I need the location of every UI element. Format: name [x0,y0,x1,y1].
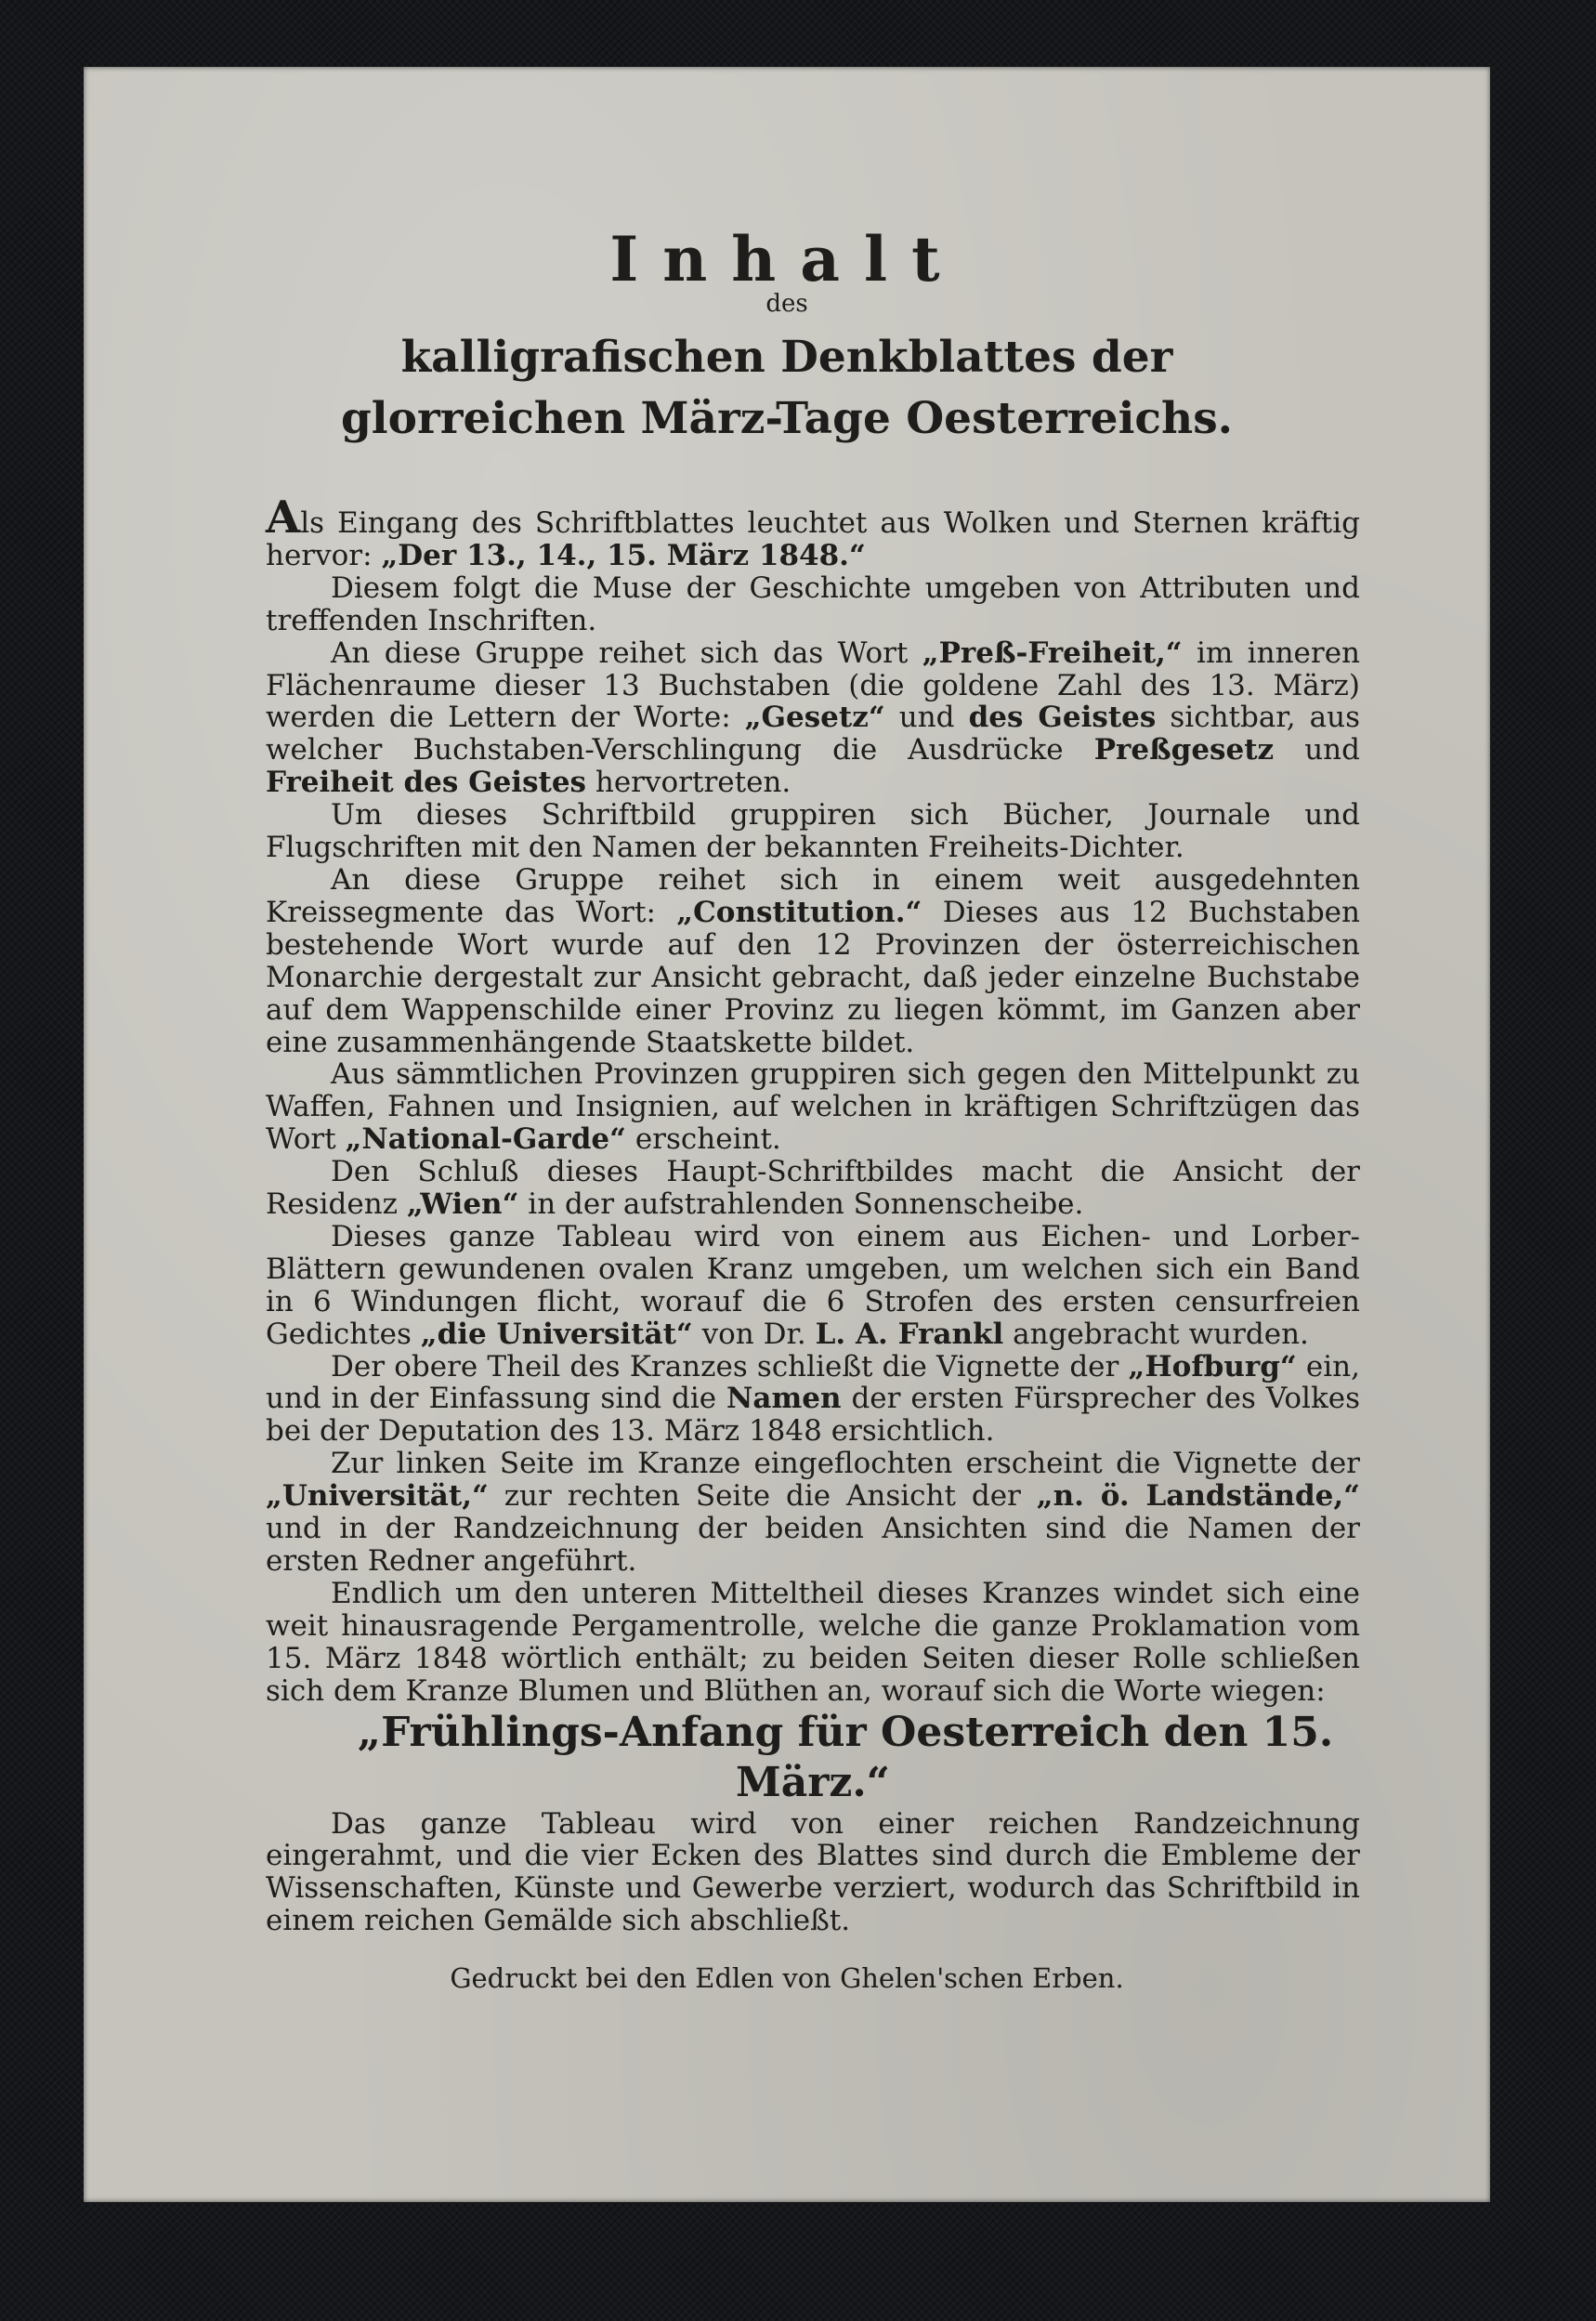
paragraph-1 [266,492,1360,572]
p7-wien: „Wien“ [406,1187,519,1222]
paragraph-11: Endlich um den unteren Mitteltheil dieses Kranzes windet sich eine weit hinausragende Pergamentrolle, welche die ganze Proklamation vom 15. März 1848 wörtlich enthält; zu beiden Seiten dieser Rolle schließen sich dem Kranze Blumen und Blüthen an, worauf sich die Worte wiegen: [266,1576,1360,1708]
p9-namen: Namen [726,1382,842,1416]
p3-freiheit: Freiheit des Geistes [266,766,587,800]
document-title: Inhalt [609,223,964,295]
document-subtitle: kalligrafischen Denkblattes der glorreichen März-Tage Oesterreichs. [340,332,1234,444]
p3-text-c: und [884,701,969,735]
title-connector: des [765,290,808,318]
p3-pressgesetz: Preßgesetz [1093,733,1275,767]
p5-text-b: Dieses aus 12 Buchstaben bestehende Wort wurde auf den 12 Provinzen der österreichischen Monarchie dergestalt zur Ansicht gebracht, daß jeder einzelne Buchstabe auf dem Wappenschilde einer Provinz zu liegen kömmt, im Ganzen aber eine zusammenhängende Staatskette bildet. [266,895,1360,1059]
p9-hofburg: „Hofburg“ [1128,1349,1297,1383]
paragraph-8 [266,1221,1360,1351]
p6-text-b: erscheint. [625,1122,781,1157]
p1-dates: „Der 13., 14., 15. März 1848.“ [381,538,866,572]
p8-text-b: von Dr. [692,1317,816,1351]
p3-text-e: und [1274,733,1360,767]
paragraph-10 [266,1448,1360,1578]
paragraph-3 [266,637,1360,800]
p9-text-c: der ersten Fürsprecher des Volkes bei der Deputation des 13. März 1848 ersichtlich. [266,1382,1360,1449]
p8-universitaet: „die Universität“ [420,1317,693,1351]
p10-universitaet: „Universität,“ [266,1479,489,1514]
printer-imprint: Gedruckt bei den Edlen von Ghelen'schen Erben. [450,1962,1124,1994]
p5-constitution: „Constitution.“ [676,895,922,929]
printed-sheet [84,67,1490,2202]
paragraph-2: Diesem folgt die Muse der Geschichte umgeben von Attributen und treffenden Inschriften. [266,570,1360,637]
p10-text-a: Zur linken Seite im Kranze eingeflochten erscheint die Vignette der [331,1447,1360,1481]
p6-garde: „National-Garde“ [345,1122,626,1157]
p9-text-b: ein, und in der Einfassung sind die [266,1349,1361,1416]
p3-pressfreiheit: „Preß-Freiheit,“ [922,636,1183,670]
p3-gesetz: „Gesetz“ [744,701,885,735]
p3-text-b: im inneren Flächenraume dieser 13 Buchstaben (die goldene Zahl des 13. März) werden die Lettern der Worte: [266,636,1361,735]
document-body [266,492,1361,1938]
drop-initial: A [266,492,301,544]
p6-text-a: Aus sämmtlichen Provinzen gruppiren sich gegen den Mittelpunkt zu Waffen, Fahnen und Insignien, auf welchen in kräftigen Schriftzügen das Wort [266,1057,1360,1157]
p3-text-f: hervortreten. [586,766,791,800]
p3-text-a: An diese Gruppe reihet sich das Wort [331,636,922,670]
paragraph-7 [266,1156,1360,1221]
p5-text-a: An diese Gruppe reihet sich in einem weit ausgedehnten Kreissegmente das Wort: [266,862,1360,929]
p9-text-a: Der obere Theil des Kranzes schließt die Vignette der [331,1349,1129,1383]
paragraph-5 [266,864,1360,1058]
p7-text-a: Den Schluß dieses Haupt-Schriftbildes macht die Ansicht der Residenz [266,1155,1360,1222]
paragraph-6 [266,1058,1360,1156]
p10-landstaende: „n. ö. Landstände,“ [1036,1479,1360,1514]
p8-frankl: L. A. Frankl [815,1317,1004,1351]
p3-geistes: des Geistes [968,701,1157,735]
p10-text-c: und in der Randzeichnung der beiden Ansichten sind die Namen der ersten Redner angeführt. [266,1512,1360,1578]
motto-line: „Frühlings-Anfang für Oesterreich den 15. März.“ [357,1708,1334,1806]
p8-text-a: Dieses ganze Tableau wird von einem aus Eichen- und Lorber-Blättern gewundenen ovalen Kranz umgeben, um welchen sich ein Band in 6 Windungen flicht, worauf die 6 Strofen des ersten censurfreien Gedichtes [266,1219,1360,1351]
paragraph-4: Um dieses Schriftbild gruppiren sich Bücher, Journale und Flugschriften mit den Namen der bekannten Freiheits-Dichter. [266,798,1360,865]
p8-text-c: angebracht wurden. [1003,1317,1309,1351]
p1-text: ls Eingang des Schriftblattes leuchtet aus Wolken und Sternen kräftig hervor: [266,506,1360,572]
paragraph-12: Das ganze Tableau wird von einer reichen Randzeichnung eingerahmt, und die vier Ecken des Blattes sind durch die Embleme der Wissenschaften, Künste und Gewerbe verziert, wodurch das Schriftbild in einem reichen Gemälde sich abschließt. [266,1806,1360,1938]
paragraph-9 [266,1351,1360,1449]
p3-text-d: sichtbar, aus welcher Buchstaben-Verschlingung die Ausdrücke [266,701,1360,767]
p10-text-b: zur rechten Seite die Ansicht der [488,1479,1037,1514]
p7-text-b: in der aufstrahlenden Sonnenscheibe. [518,1187,1084,1222]
